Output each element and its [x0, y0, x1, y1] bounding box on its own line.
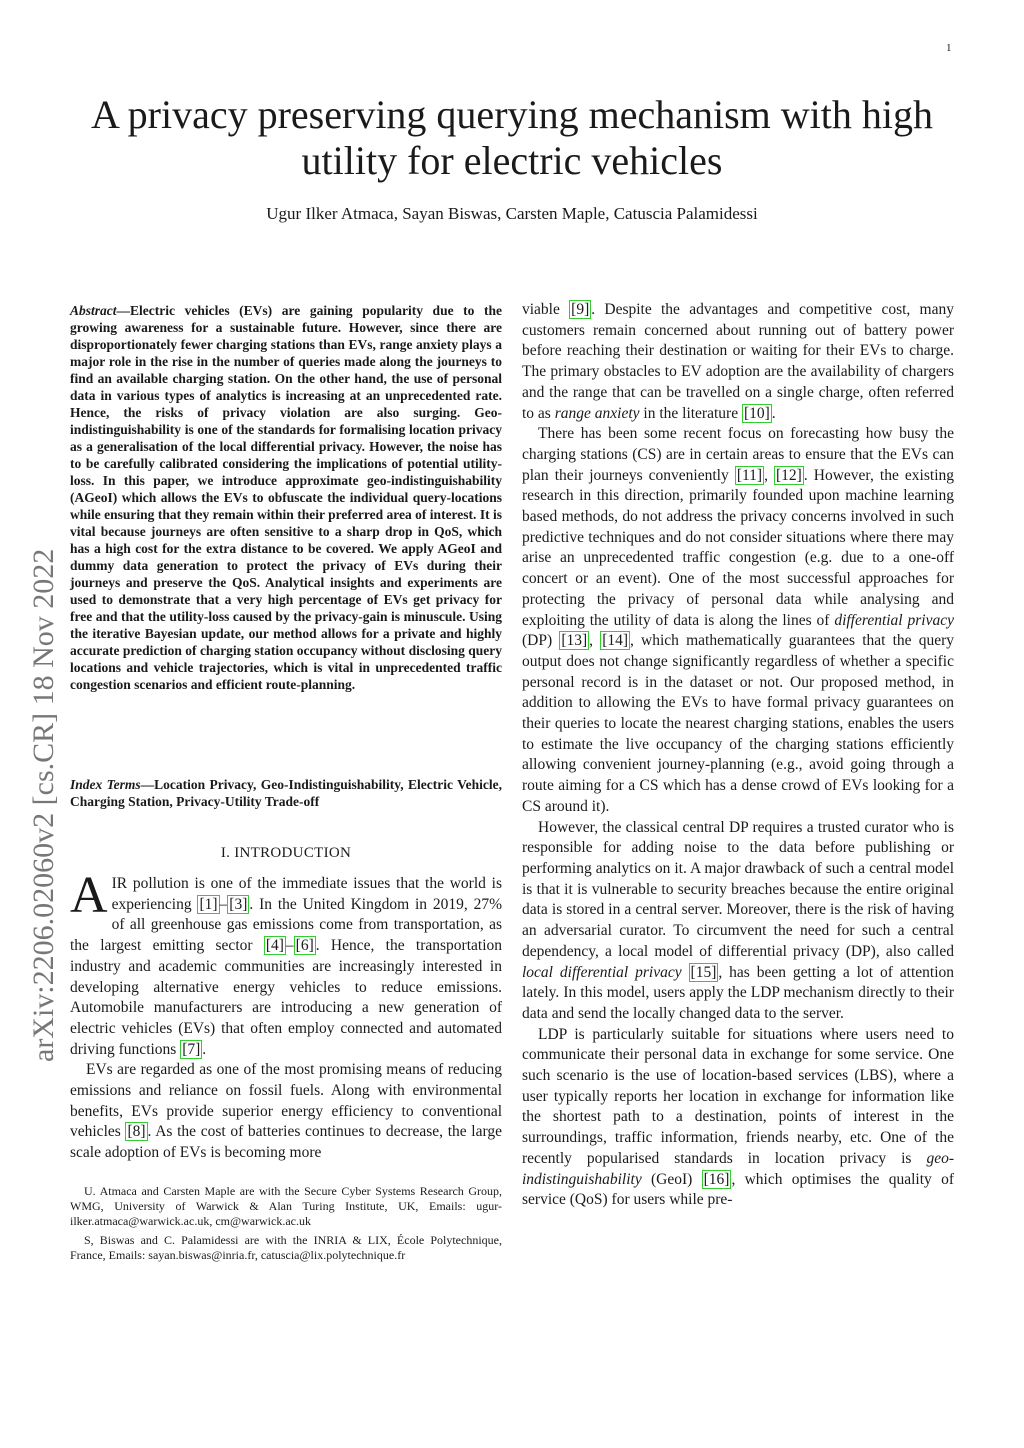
citation-link[interactable]: [12] — [776, 466, 802, 484]
right-paragraph-2: There has been some recent focus on forecasting how busy the charging stations (CS) are in certain areas to ensure that the EVs can plan their journeys conveniently [11] , [12] . However, the existing research in this direction, primarily founded upon machine learning based methods, do not address the privacy concerns involved in such predictive techniques and do not consider situations where there may arise an unprecedented traffic congestion (e.g. due to a one-off concert or an event). One of the most successful approaches for protecting the privacy of personal data while analysing and exploiting the utility of data is along the lines of differential privacy (DP) [13] , [14] , which mathematically guarantees that the query output does not change significantly regardless of whether a specific personal record is in the dataset or not. Our proposed method, in addition to allowing the EVs to have formal privacy guarantees on their queries to locate the nearest charging stations, enables the users to estimate the live occupancy of the charging stations efficiently allowing convenient journey-planning (e.g., avoid going through a route aiming for a CS which has a dense crowd of EVs looking for a CS around it). — [522, 425, 955, 815]
citation-link[interactable]: [15] — [690, 963, 717, 981]
drop-cap: A — [70, 867, 108, 924]
citation-link[interactable]: [1] — [199, 895, 218, 913]
citation-link[interactable]: [13] — [561, 632, 588, 650]
citation-link[interactable]: [14] — [602, 632, 629, 650]
intro-paragraph-1: AIR pollution is one of the immediate issues that the world is experiencing [1] – [3] . In the United Kingdom in 2019, 27% of all greenhouse gas emissions come from transportation, as the largest emitting sector [4] – [6] . Hence, the transportation industry and academic communities are increasingly interested in developing alternative energy vehicles to reduce emissions. Automobile manufacturers are introducing a new generation of electric vehicles (EVs) that often employ connected and automated driving functions [7] . — [70, 867, 503, 1058]
intro-paragraph-2: EVs are regarded as one of the most promising means of reducing emissions and reliance on fossil fuels. Along with environmental benefits, EVs provide superior energy efficiency to conventional vehicles [8] . As the cost of batteries continues to decrease, the large scale adoption of EVs is becoming more — [70, 1061, 502, 1162]
footnote-affiliation-1: U. Atmaca and Carsten Maple are with the Secure Cyber Systems Research Group, WMG, University of Warwick & Alan Turing Institute, UK, Emails: ugur-ilker.atmaca@warwick.ac.uk, cm@warwick.ac.uk — [70, 1184, 502, 1228]
citation-link[interactable]: [6] — [295, 937, 314, 955]
right-paragraph-4: LDP is particularly suitable for situations where users need to communicate their personal data in exchange for some service. One such scenario is the use of location-based services (LBS), where a user typically reports her location in exchange for information like the shortest path to a destination, points of interest in the surroundings, traffic information, friends nearby, etc. One of the recently popularised standards in location privacy is geo-indistinguishability (GeoI) [16] , which optimises the quality of service (QoS) for users while pre- — [522, 1025, 954, 1209]
citation-link[interactable]: [4] — [265, 937, 284, 955]
right-column-body — [522, 300, 954, 1211]
index-terms-text: —Location Privacy, Geo-Indistinguishability, Electric Vehicle, Charging Station, Privacy-Utility Trade-off — [70, 777, 502, 809]
citation-link[interactable]: [8] — [127, 1123, 146, 1141]
abstract-label: Abstract — [70, 303, 117, 318]
citation-link[interactable]: [7] — [182, 1040, 201, 1058]
footnote-affiliation-2: S, Biswas and C. Palamidessi are with the INRIA & LIX, École Polytechnique, France, Emails: sayan.biswas@inria.fr, catuscia@lix.polytechnique.fr — [70, 1233, 502, 1262]
citation-link[interactable]: [9] — [571, 301, 590, 318]
right-paragraph-1: viable [9] . Despite the advantages and competitive cost, many customers remain concerned about running out of battery power before reaching their destination or waiting for their EVs to charge. The primary obstacles to EV adoption are the availability of chargers and the range that can be travelled on a single charge, often referred to as range anxiety in the literature [10] . — [522, 301, 954, 422]
arxiv-identifier[interactable]: arXiv:2206.02060v2 [cs.CR] 18 Nov 2022 — [27, 548, 60, 1062]
citation-link[interactable]: [16] — [703, 1170, 730, 1188]
abstract-text: —Electric vehicles (EVs) are gaining popularity due to the growing awareness for a sustainable future. However, since there are disproportionately fewer charging stations than EVs, range anxiety plays a major role in the rise in the number of queries made along the journeys to find an available charging station. On the other hand, the use of personal data in various types of analytics is increasing at an unprecedented rate. Hence, the risks of privacy violation are also surging. Geo-indistinguishability is one of the standards for formalising location privacy as a generalisation of the local differential privacy. However, the noise has to be carefully calibrated considering the implications of potential utility-loss. In this paper, we introduce approximate geo-indistinguishability (AGeoI) which allows the EVs to obfuscate the individual query-locations while ensuring that they remain within their preferred area of interest. It is vital because journeys are often sensitive to a sharp drop in QoS, which has a high cost for the extra distance to be covered. We apply AGeoI and dummy data generation to protect the privacy of EVs during their journeys and preserve the QoS. Analytical insights and experiments are used to demonstrate that a very high percentage of EVs get privacy for free and that the utility-loss caused by the privacy-gain is minuscule. Using the iterative Bayesian update, our method allows for a private and highly accurate prediction of charging station occupancy without disclosing query locations and vehicle trajectories, which is vital in unprecedented traffic congestion scenarios and efficient route-planning. — [70, 303, 502, 692]
page-number: 1 — [946, 42, 952, 54]
index-terms — [70, 776, 502, 810]
author-list: Ugur Ilker Atmaca, Sayan Biswas, Carsten Maple, Catuscia Palamidessi — [266, 204, 758, 223]
right-paragraph-3: However, the classical central DP requires a trusted curator who is responsible for adding noise to the data before publishing or performing analytics on it. A major drawback of such a central model is that it is vulnerable to security breaches because the entire original data is stored in a central server. Moreover, there is the risk of having an adversarial curator. To circumvent the need for such a central dependency, a local model of differential privacy (DP), also called local differential privacy [15] , has been getting a lot of attention lately. In this model, users apply the LDP mechanism directly to their data and send the locally changed data to the server. — [522, 818, 955, 1022]
introduction-body — [70, 867, 503, 1164]
footnotes — [70, 1184, 502, 1267]
citation-link[interactable]: [11] — [736, 466, 763, 484]
citation-link[interactable]: [10] — [743, 404, 770, 422]
paper-title: A privacy preserving querying mechanism with high utility for electric vehicles — [90, 92, 934, 183]
abstract — [70, 302, 502, 693]
section-heading-introduction: I. INTRODUCTION — [220, 845, 352, 861]
citation-link[interactable]: [3] — [229, 895, 248, 913]
index-terms-label: Index Terms — [70, 777, 141, 792]
